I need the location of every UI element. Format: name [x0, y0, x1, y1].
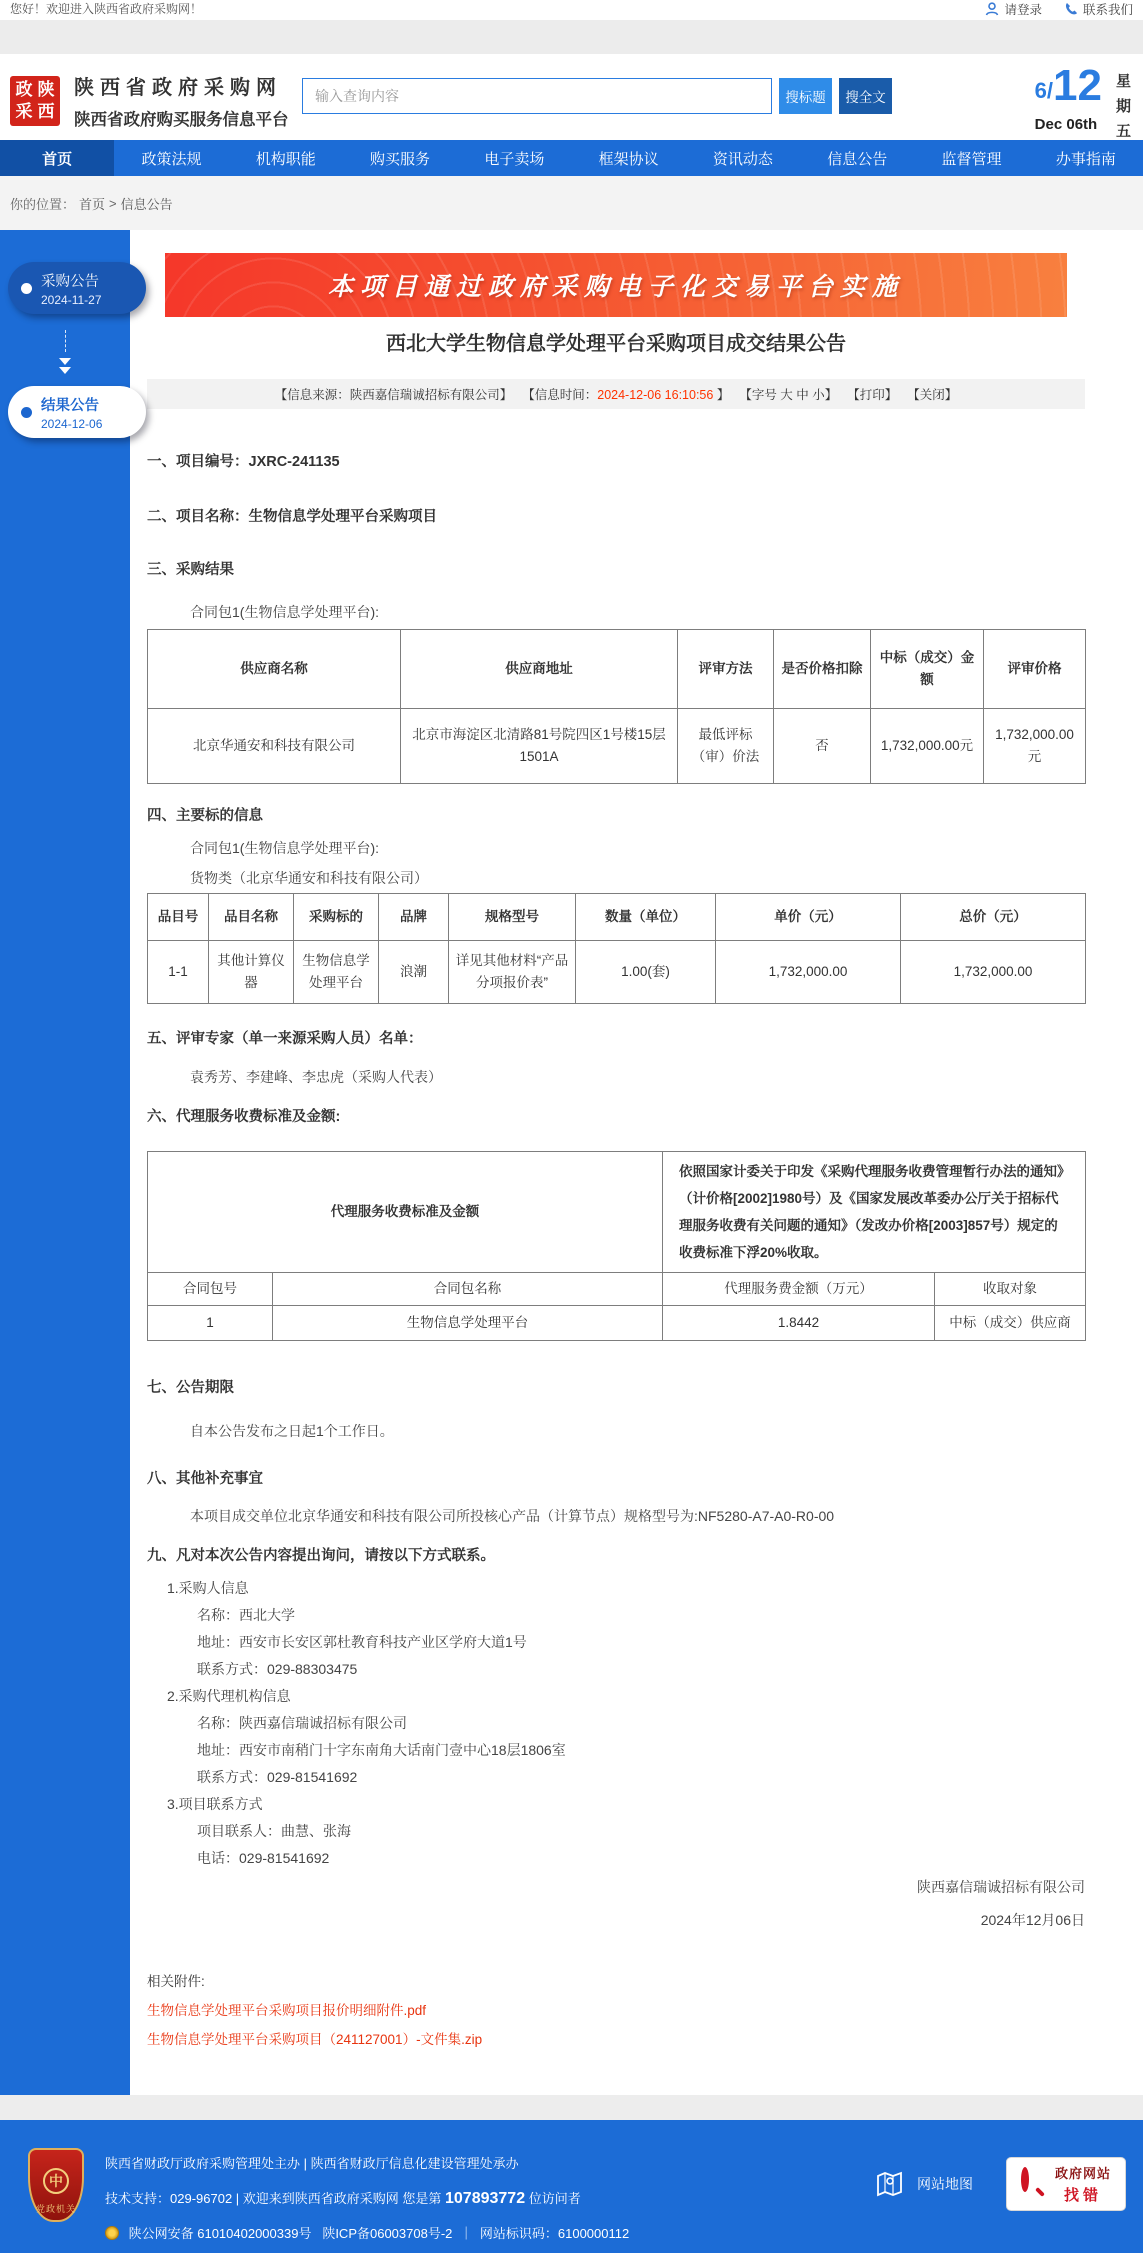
result-table-row: 北京华通安和科技有限公司 北京市海淀区北清路81号院四区1号楼15层1501A 最低评标（审）价法 否 1,732,000.00元 1,732,000.00元 — [148, 709, 1086, 784]
breadcrumb-home[interactable]: 首页 — [79, 196, 106, 212]
signature-block — [147, 1877, 1085, 1930]
package-line: 合同包1(生物信息学处理平台): — [190, 604, 379, 620]
subject-table-header-row: 品目号 品目名称 采购标的 品牌 规格型号 数量（单位） 单价（元） 总价（元） — [148, 894, 1086, 941]
search-fulltext-button[interactable]: 搜全文 — [839, 78, 892, 114]
nav-item-purchase-services[interactable]: 购买服务 — [370, 150, 431, 168]
nav-item-announcements[interactable]: 信息公告 — [827, 150, 888, 168]
nav-item-supervision[interactable]: 监督管理 — [941, 150, 1002, 168]
date-widget — [1034, 61, 1131, 141]
meta-bar — [147, 379, 1085, 409]
date-day: 12 — [1053, 61, 1102, 110]
phone-icon — [1064, 2, 1078, 16]
section-announcement-period: 七、公告期限 — [147, 1380, 234, 1396]
attachments-label: 相关附件: — [147, 1974, 205, 1989]
announcement-title: 西北大学生物信息学处理平台采购项目成交结果公告 — [386, 333, 846, 355]
section-procurement-result: 三、采购结果 — [147, 562, 234, 578]
beian-link[interactable]: 陕公网安备 61010402000339号 — [128, 2226, 312, 2241]
section-contact: 九、凡对本次公告内容提出询问，请按以下方式联系。 — [147, 1548, 495, 1564]
contact-line: 项目联系人：曲慧、张海 — [197, 1823, 351, 1839]
breadcrumb — [0, 176, 1143, 230]
map-icon — [875, 2169, 905, 2199]
pre-footer-band — [0, 2095, 1143, 2120]
signature-company: 陕西嘉信瑞诚招标有限公司 — [917, 1879, 1085, 1895]
site-code: 网站标识码：6100000112 — [479, 2226, 630, 2241]
icp-link[interactable]: 陕ICP备06003708号-2 — [322, 2226, 453, 2241]
contact-line: 联系方式：029-81541692 — [197, 1769, 358, 1785]
platform-banner: 本项目通过政府采购电子化交易平台实施 — [165, 253, 1067, 317]
experts-names: 袁秀芳、李建峰、李忠虎（采购人代表） — [190, 1069, 442, 1085]
nav-item-e-mall[interactable]: 电子卖场 — [484, 150, 545, 168]
search-input[interactable] — [302, 78, 772, 114]
footer-line-beian: 陕公网安备 61010402000339号 陕ICP备06003708号-2 ｜ 网站标识码：6100000112 — [105, 2216, 629, 2251]
search-bar — [302, 78, 892, 114]
nav-item-policies[interactable]: 政策法规 — [141, 150, 202, 168]
contact-line: 3.项目联系方式 — [167, 1796, 263, 1812]
date-weekday: 星 期 五 — [1115, 73, 1131, 140]
header-divider-band — [0, 20, 1143, 54]
nav-item-home[interactable]: 首页 — [0, 140, 114, 176]
close-button[interactable]: 【关闭】 — [907, 388, 958, 402]
contact-line: 地址：西安市南稍门十字东南角大话南门壹中心18层1806室 — [197, 1742, 566, 1758]
site-logo-block — [10, 71, 289, 130]
package-line-2: 合同包1(生物信息学处理平台): — [190, 840, 379, 856]
magnifier-icon — [1021, 2171, 1047, 2197]
footer-line-organizers: 陕西省财政厅政府采购管理处主办 | 陕西省财政厅信息化建设管理处承办 — [105, 2156, 519, 2171]
footer-right-tools — [875, 2158, 1125, 2210]
police-badge-icon — [105, 2226, 119, 2240]
timeline-step-procurement-notice[interactable]: 采购公告 2024-11-27 — [8, 262, 146, 314]
timeline-step-result-notice[interactable]: 结果公告 2024-12-06 — [8, 386, 146, 438]
step-dot-icon — [21, 407, 32, 418]
breadcrumb-label: 你的位置： — [10, 196, 76, 212]
agency-fee-table — [147, 1151, 1086, 1341]
section-main-subject-info: 四、主要标的信息 — [147, 808, 263, 824]
main-nav — [0, 140, 1143, 176]
other-matters-text: 本项目成交单位北京华通安和科技有限公司所投核心产品（计算节点）规格型号为:NF5280-A7-A0-R0-00 — [190, 1508, 835, 1524]
result-table — [147, 629, 1086, 784]
welcome-text: 您好！欢迎进入陕西省政府采购网！ — [10, 1, 203, 16]
nav-item-news[interactable]: 资讯动态 — [712, 150, 773, 168]
section-project-name: 二、项目名称：生物信息学处理平台采购项目 — [147, 509, 437, 525]
site-header — [0, 54, 1143, 140]
government-emblem-icon: 中 党政机关 — [28, 2148, 84, 2222]
top-bar — [0, 0, 1143, 20]
subject-table-row: 1-1 其他计算仪器 生物信息学处理平台 浪潮 详见其他材料“产品分项报价表” 1.00(套) 1,732,000.00 1,732,000.00 — [148, 941, 1086, 1004]
nav-item-functions[interactable]: 机构职能 — [255, 150, 316, 168]
topbar-actions — [985, 0, 1133, 18]
gov-site-error-report-badge[interactable]: 政府网站 找错 — [1007, 2158, 1125, 2210]
site-titles — [74, 71, 289, 130]
info-time: 【信息时间：2024-12-06 16:10:56 】 — [522, 388, 730, 402]
contact-line: 联系方式：029-88303475 — [197, 1661, 358, 1677]
content-region — [0, 230, 1143, 2095]
nav-item-framework-agreement[interactable]: 框架协议 — [598, 150, 659, 168]
print-button[interactable]: 【打印】 — [847, 388, 898, 402]
site-logo-icon: 政 陕 采 西 — [10, 76, 60, 126]
search-title-button[interactable]: 搜标题 — [779, 78, 832, 114]
attachment-pdf-link[interactable]: 生物信息学处理平台采购项目报价明细附件.pdf — [147, 2003, 427, 2018]
contact-line: 2.采购代理机构信息 — [167, 1688, 291, 1704]
date-english: Dec 06th — [1034, 116, 1098, 133]
subject-table — [147, 893, 1086, 1004]
contact-line: 电话：029-81541692 — [197, 1850, 330, 1866]
contact-line: 名称：陕西嘉信瑞诚招标有限公司 — [197, 1715, 407, 1731]
goods-category-line: 货物类（北京华通安和科技有限公司） — [190, 870, 428, 886]
user-icon — [985, 2, 999, 16]
section-other-matters: 八、其他补充事宜 — [147, 1471, 263, 1487]
contact-line: 名称：西北大学 — [197, 1607, 295, 1623]
info-source: 【信息来源：陕西嘉信瑞诚招标有限公司】 — [274, 388, 513, 402]
footer-line-support: 技术支持：029-96702 | 欢迎来到陕西省政府采购网 您是第 107893772 位访问者 — [105, 2190, 581, 2207]
signature-date: 2024年12月06日 — [980, 1912, 1085, 1928]
agency-fee-header-row: 合同包号 合同包名称 代理服务费金额（万元） 收取对象 — [148, 1273, 1086, 1306]
breadcrumb-current[interactable]: 信息公告 — [120, 196, 173, 212]
timeline-arrow-down-icon — [58, 330, 72, 374]
site-footer — [0, 2120, 1143, 2253]
step-dot-icon — [21, 283, 32, 294]
agency-fee-merged-row: 代理服务收费标准及金额 依照国家计委关于印发《采购代理服务收费管理暂行办法的通知》（计价格[2002]1980号）及《国家发展改革委办公厅关于招标代理服务收费有关问题的通知》（发改办价格[2003]857号）规定的收费标准下浮20%收取。 — [148, 1152, 1086, 1273]
result-table-header-row: 供应商名称 供应商地址 评审方法 是否价格扣除 中标（成交）金额 评审价格 — [148, 630, 1086, 709]
section-project-number: 一、项目编号：JXRC-241135 — [147, 454, 340, 470]
date-month: 6/ — [1034, 78, 1054, 103]
date-left — [1034, 61, 1102, 141]
visitor-count: 107893772 — [445, 2190, 526, 2207]
contact-block — [147, 1578, 1085, 1868]
timeline-sidebar — [0, 230, 130, 2095]
section-agency-fee: 六、代理服务收费标准及金额: — [147, 1109, 341, 1125]
contact-us-link[interactable]: 联系我们 — [1064, 0, 1133, 18]
main-panel — [130, 230, 1143, 2095]
nav-item-service-guide[interactable]: 办事指南 — [1055, 150, 1116, 168]
contact-line: 地址：西安市长安区郭杜教育科技产业区学府大道1号 — [197, 1634, 527, 1650]
login-link[interactable]: 请登录 — [985, 0, 1042, 18]
announcement-period-text: 自本公告发布之日起1个工作日。 — [190, 1423, 394, 1439]
site-title: 陕西省政府采购网 — [74, 77, 282, 99]
footer-text-block — [105, 2146, 629, 2251]
breadcrumb-separator: > — [109, 195, 117, 211]
contact-line: 1.采购人信息 — [167, 1580, 249, 1596]
font-size-control[interactable]: 【字号 大 中 小】 — [739, 388, 838, 402]
date-numbers — [1034, 61, 1102, 110]
section-experts: 五、评审专家（单一来源采购人员）名单： — [147, 1031, 423, 1047]
site-subtitle: 陕西省政府购买服务信息平台 — [74, 111, 289, 129]
announcement-document — [147, 253, 1085, 2048]
agency-fee-row: 1 生物信息学处理平台 1.8442 中标（成交）供应商 — [148, 1306, 1086, 1341]
attachment-zip-link[interactable]: 生物信息学处理平台采购项目（241127001）-文件集.zip — [147, 2032, 483, 2047]
sitemap-link[interactable]: 网站地图 — [875, 2169, 973, 2199]
